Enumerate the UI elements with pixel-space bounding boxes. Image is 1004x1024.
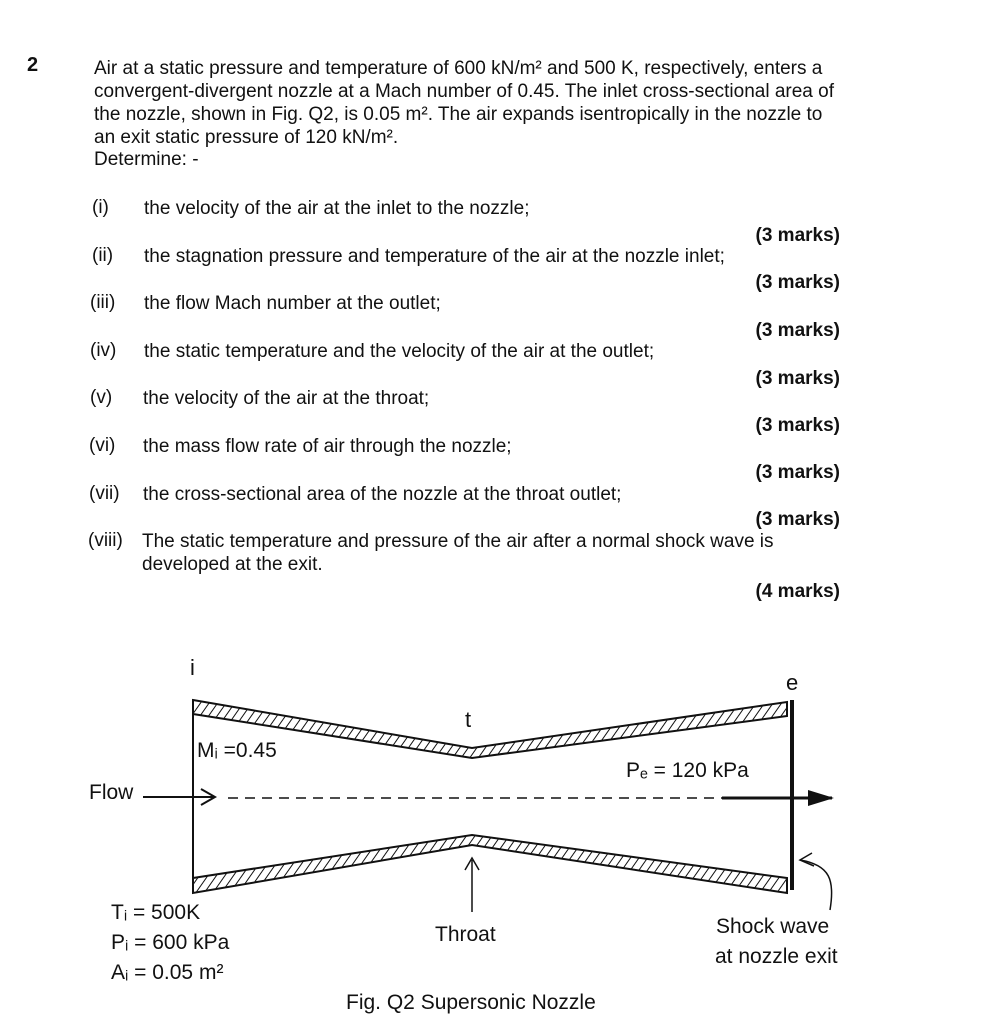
exit-pressure-label: Pₑ = 120 kPa [626,759,749,782]
upper-wall [193,700,787,758]
question-number: 2 [27,54,39,76]
part-text: the flow Mach number at the outlet; [144,293,441,314]
part-label: (ii) [92,245,114,266]
part-marks: (3 marks) [755,368,840,389]
part-label: (v) [90,387,113,408]
label-i: i [190,655,195,680]
inlet-temperature-label: Tᵢ = 500K [111,901,201,924]
label-e: e [786,670,799,695]
part-text-line2: developed at the exit. [142,554,323,575]
inlet-pressure-label: Pᵢ = 600 kPa [111,931,230,954]
part-text: the stagnation pressure and temperature of the air at the nozzle inlet; [144,246,725,267]
part-label: (viii) [88,530,123,551]
part-text: the velocity of the air at the throat; [143,388,430,409]
lower-wall [193,835,787,893]
figure-caption: Fig. Q2 Supersonic Nozzle [346,991,596,1014]
inlet-area-label: Aᵢ = 0.05 m² [111,961,224,984]
flow-label: Flow [89,781,134,804]
intro-line: an exit static pressure of 120 kN/m². [94,127,399,148]
part-text: the cross-sectional area of the nozzle at the throat outlet; [143,484,622,505]
part-label: (iv) [90,340,117,361]
part-text: the velocity of the air at the inlet to the nozzle; [144,198,530,219]
part-marks: (3 marks) [755,462,840,483]
part-label: (vi) [89,435,116,456]
part-text: the static temperature and the velocity of the air at the outlet; [144,341,655,362]
part-label: (vii) [89,483,120,504]
exit-arrowhead [808,790,834,806]
part-label: (i) [92,197,109,218]
part-marks: (3 marks) [755,272,840,293]
intro-line: the nozzle, shown in Fig. Q2, is 0.05 m². The air expands isentropically in the nozzle to [94,104,823,125]
mach-inlet-label: Mᵢ =0.45 [197,739,277,762]
part-marks: (3 marks) [755,415,840,436]
label-t: t [465,707,472,732]
throat-label: Throat [435,923,496,946]
intro-line: Air at a static pressure and temperature of 600 kN/m² and 500 K, respectively, enters a [94,58,823,79]
shock-label-line2: at nozzle exit [715,945,838,968]
part-label: (iii) [90,292,116,313]
part-marks: (3 marks) [755,225,840,246]
part-text: the mass flow rate of air through the nozzle; [143,436,512,457]
determine-heading: Determine: - [94,149,199,170]
shock-leader [800,860,832,910]
shock-label-line1: Shock wave [716,915,830,938]
part-text-line1: The static temperature and pressure of the air after a normal shock wave is [142,531,774,552]
part-marks: (4 marks) [755,581,840,602]
part-marks: (3 marks) [755,320,840,341]
intro-line: convergent-divergent nozzle at a Mach number of 0.45. The inlet cross-sectional area of [94,81,834,102]
part-marks: (3 marks) [755,509,840,530]
shock-leader-head [800,853,814,866]
